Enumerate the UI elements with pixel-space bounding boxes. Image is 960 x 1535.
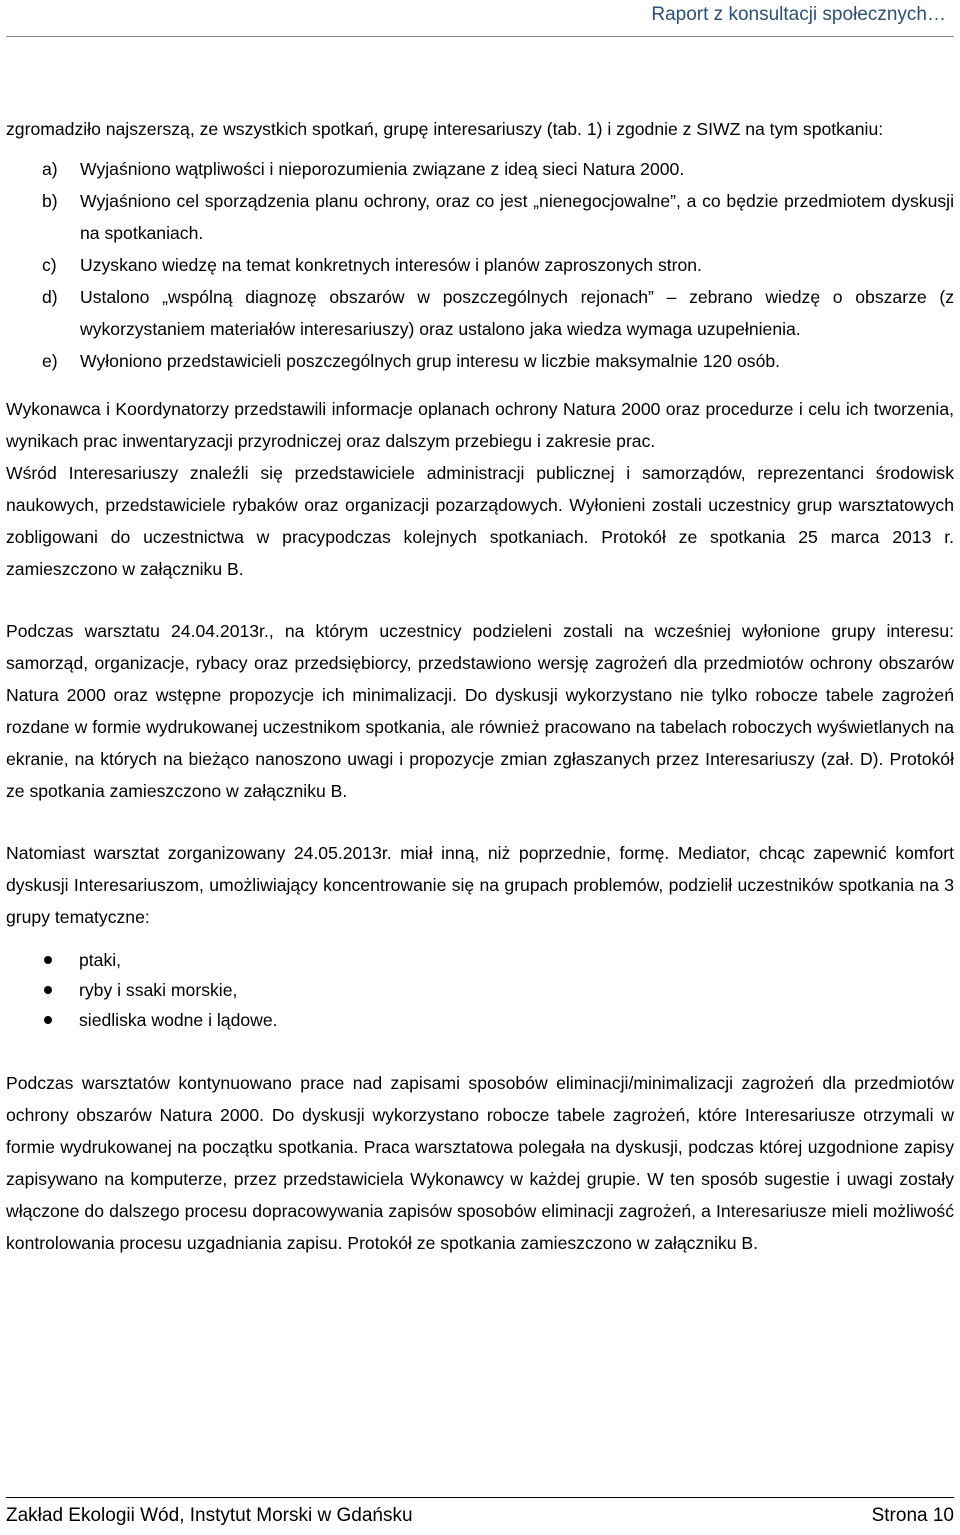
running-header: [0, 0, 960, 34]
list-marker: a): [42, 159, 58, 179]
list-item-text: siedliska wodne i lądowe.: [79, 1010, 278, 1030]
footer-institution: Zakład Ekologii Wód, Instytut Morski w Gdańsku: [6, 1505, 413, 1526]
bullet-icon: [44, 956, 52, 964]
list-marker: c): [42, 255, 57, 275]
thematic-groups-list: [6, 945, 954, 1035]
header-title: Raport z konsultacji społecznych…: [651, 4, 946, 25]
list-marker: b): [42, 191, 58, 211]
list-item-text: ptaki,: [79, 950, 122, 970]
page-footer: [6, 1500, 954, 1532]
list-item: [6, 975, 954, 1005]
intro-paragraph: zgromadziło najszerszą, ze wszystkich spotkań, grupę interesariuszy (tab. 1) i zgodnie z SIWZ na tym spotkaniu:: [6, 119, 884, 139]
list-item-text: Ustalono „wspólną diagnozę obszarów w poszczególnych rejonach” – zebrano wiedzę o obszarze (z wykorzystaniem materiałów interesariuszy) oraz ustalono jaka wiedza wymaga uzupełnienia.: [80, 287, 954, 339]
list-item-text: Uzyskano wiedzę na temat konkretnych interesów i planów zaproszonych stron.: [80, 255, 702, 275]
list-item: [6, 185, 954, 249]
footer-divider: [6, 1497, 954, 1498]
paragraph-stakeholders: Wśród Interesariuszy znaleźli się przedstawiciele administracji publicznej i samorządów, reprezentanci środowisk naukowych, przedstawiciele rybaków oraz organizacji pozarządowych. Wyłonieni zostali uczestnicy grup warsztatowych zobligowani do uczestnictwa w pracypodczas kolejnych spotkaniach. Protokół ze spotkania 25 marca 2013 r. zamieszczono w załączniku B.: [6, 463, 954, 579]
list-item-text: Wyjaśniono wątpliwości i nieporozumienia związane z ideą sieci Natura 2000.: [80, 159, 685, 179]
list-item: [6, 1005, 954, 1035]
list-marker: e): [42, 351, 58, 371]
bullet-icon: [44, 986, 52, 994]
list-item: [6, 345, 954, 377]
paragraph-workshop-may: Natomiast warsztat zorganizowany 24.05.2013r. miał inną, niż poprzednie, formę. Mediator, chcąc zapewnić komfort dyskusji Interesariuszom, umożliwiający koncentrowanie się na grupach problemów, podzielił uczestników spotkania na 3 grupy tematyczne:: [6, 843, 954, 927]
list-marker: d): [42, 287, 58, 307]
page-content: [6, 113, 954, 1259]
paragraph-workshop-april: Podczas warsztatu 24.04.2013r., na którym uczestnicy podzieleni zostali na wcześniej wyłonione grupy interesu: samorząd, organizacje, rybacy oraz przedsiębiorcy, przedstawiono wersję zagrożeń dla przedmiotów ochrony obszarów Natura 2000 oraz wstępne propozycje ich minimalizacji. Do dyskusji wykorzystano nie tylko robocze tabele zagrożeń rozdane w formie wydrukowanej uczestnikom spotkania, ale również pracowano na tabelach roboczych wyświetlanych na ekranie, na których na bieżąco nanoszono uwagi i propozycje zmian zgłaszanych przez Interesariuszy (zał. D). Protokół ze spotkania zamieszczono w załączniku B.: [6, 621, 954, 801]
header-divider: [6, 36, 954, 37]
findings-list: [6, 153, 954, 377]
paragraph-contractor: Wykonawca i Koordynatorzy przedstawili informacje oplanach ochrony Natura 2000 oraz procedurze i celu ich tworzenia, wynikach prac inwentaryzacji przyrodniczej oraz dalszym przebiegu i zakresie prac.: [6, 399, 954, 451]
list-item-text: ryby i ssaki morskie,: [79, 980, 238, 1000]
list-item: [6, 153, 954, 185]
list-item: [6, 945, 954, 975]
paragraph-workshop-continued: Podczas warsztatów kontynuowano prace nad zapisami sposobów eliminacji/minimalizacji zagrożeń dla przedmiotów ochrony obszarów Natura 2000. Do dyskusji wykorzystano robocze tabele zagrożeń, które Interesariusze otrzymali w formie wydrukowanej na początku spotkania. Praca warsztatowa polegała na dyskusji, podczas której uzgodnione zapisy zapisywano na komputerze, przez przedstawiciela Wykonawcy w każdej grupie. W ten sposób sugestie i uwagi zostały włączone do dalszego procesu dopracowywania zapisów sposobów eliminacji zagrożeń, a Interesariusze mieli możliwość kontrolowania procesu uzgadniania zapisu. Protokół ze spotkania zamieszczono w załączniku B.: [6, 1073, 954, 1253]
list-item: [6, 281, 954, 345]
page-number: Strona 10: [871, 1505, 954, 1526]
bullet-icon: [44, 1016, 52, 1024]
list-item-text: Wyjaśniono cel sporządzenia planu ochrony, oraz co jest „nienegocjowalne”, a co będzie przedmiotem dyskusji na spotkaniach.: [80, 191, 954, 243]
list-item-text: Wyłoniono przedstawicieli poszczególnych grup interesu w liczbie maksymalnie 120 osób.: [80, 351, 781, 371]
list-item: [6, 249, 954, 281]
